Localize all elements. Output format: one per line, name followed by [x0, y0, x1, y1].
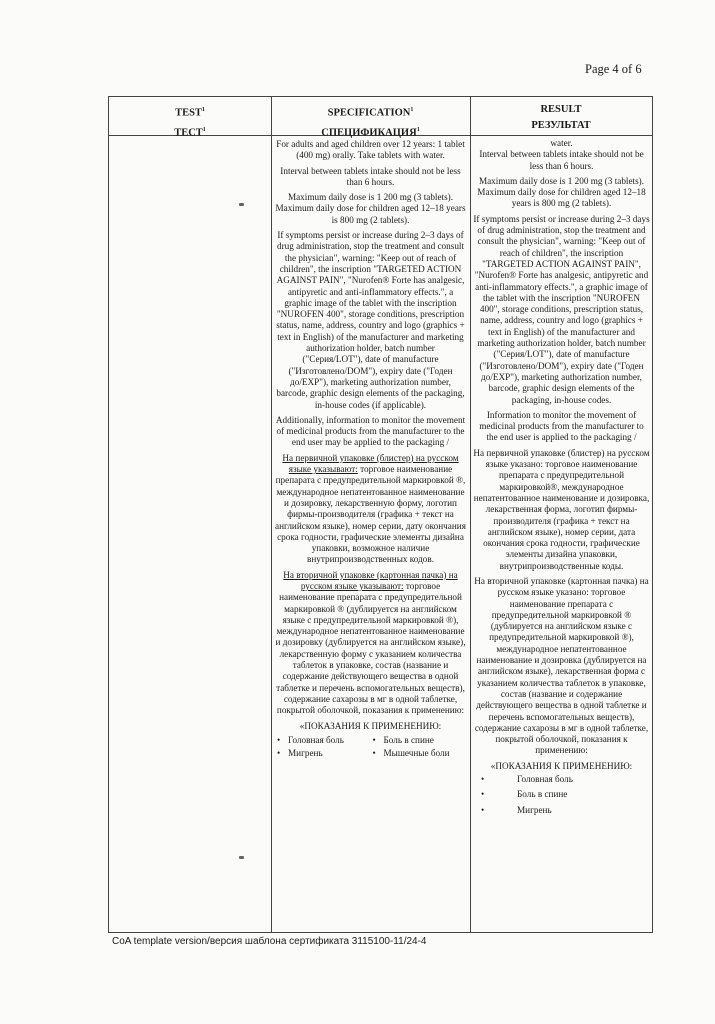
spec-paragraph: Interval between tablets intake should not be less than 6 hours.	[280, 165, 461, 187]
template-version-footer: CoA template version/версия шаблона сертификата 3115100-11/24-4	[112, 936, 427, 947]
result-paragraph: На вторичной упаковке (картонная пачка) на русском языке указано: торговое наименование препарата с предупредительной маркировкой ® (дублируется на английском языке с предупредительной маркировкой ®), международное непатентованное наименование и дозировка (дублируется на английском языке), лекарственная форма с указанием количества таблеток в упаковке, состав (название и содержание действующего вещества в одной таблетке и перечень вспомогательных веществ), содержание сахарозы в мг в одной таблетке, покрытой оболочкой, показания к применению:	[474, 575, 649, 756]
header-test: TEST$^1$ ТЕСТ$^1$	[174, 107, 206, 138]
indications-title: «ПОКАЗАНИЯ К ПРИМЕНЕНИЮ:	[299, 720, 442, 731]
spec-paragraph: If symptoms persist or increase during 2–3 days of drug administration, stop the treatment and consult the physician", warning: "Keep out of reach of children", the inscription "TARGETED ACTION AGAINST PAIN", "Nurofen® Forte has analgesic, antipyretic and anti-inflammatory effects.", a graphic image of the tablet with the inscription "NUROFEN 400", storage conditions, prescription status, name, address, country and logo (graphics + text in English) of the manufacturer and marketing authorization holder, batch number ("Серия/LOT"), date of manufacture ("Изготовлено/DOM"), expiry date ("Годен до/EXP"), marketing authorization number, barcode, graphic design elements of the packaging, in-house codes (if applicable).	[276, 230, 465, 410]
result-cell	[473, 138, 650, 820]
list-item: • Боль в спине	[473, 789, 650, 800]
result-paragraph: water.	[550, 138, 573, 148]
spec-paragraph: На первичной упаковке (блистер) на русском языке указывают: торговое наименование препарата с предупредительной маркировкой ®, международное непатентованное наименование и дозировку, лекарственную форму, логотип фирмы-производителя (графика + текст на английском языке), номер серии, дату окончания срока годности, графические элементы дизайна упаковки, возможное наличие внутрипроизводственных кодов.	[275, 452, 466, 565]
spec-paragraph: Maximum daily dose is 1 200 mg (3 tablets). Maximum daily dose for children aged 12–18 years is 800 mg (2 tablets).	[275, 192, 466, 225]
result-paragraph: Maximum daily dose is 1 200 mg (3 tablets). Maximum daily dose for children aged 12–18 years is 800 mg (2 tablets).	[477, 175, 646, 209]
spec-paragraph: Additionally, information to monitor the movement of medicinal products from the manufacturer to the end user may be applied to the packaging /	[275, 414, 466, 448]
list-item: • Боль в спине	[371, 735, 467, 746]
result-paragraph: Information to monitor the movement of medicinal products from the manufacturer to the end user is applied to the packaging /	[479, 409, 644, 443]
list-item: • Мигрень	[473, 805, 650, 816]
column-divider	[470, 97, 471, 932]
indications-title: «ПОКАЗАНИЯ К ПРИМЕНЕНИЮ:	[490, 760, 633, 771]
header-specification: SPECIFICATION$^1$ СПЕЦИФИКАЦИЯ$^1$	[321, 107, 420, 138]
certificate-table	[108, 96, 653, 933]
indications-list	[473, 774, 650, 816]
specification-cell	[275, 139, 466, 761]
list-item: • Мигрень	[275, 748, 371, 759]
result-paragraph: If symptoms persist or increase during 2–3 days of drug administration, stop the treatment and consult the physician", warning: "Keep out of reach of children", the inscription "TARGETED ACTION AGAINST PAIN", "Nurofen® Forte has analgesic, antipyretic and anti-inflammatory effects.", a graphic image of the tablet with the inscription "NUROFEN 400", storage conditions, prescription status, name, address, country and logo (graphics + text in English) of the manufacturer and marketing authorization holder, batch number ("Серия/LOT"), date of manufacture ("Изготовлено/DOM"), expiry date ("Годен до/EXP"), marketing authorization number, barcode, graphic design elements of the packaging, in-house codes.	[473, 213, 650, 405]
indications-list	[275, 735, 466, 762]
spec-paragraph: На вторичной упаковке (картонная пачка) на русском языке указывают: торговое наименование препарата с предупредительной маркировкой ® (дублируется на английском языке с предупредительной маркировкой ®), международное непатентованное наименование и дозировку (дублируется на английском языке), лекарственную форму с указанием количества таблеток в упаковке, состав (название и содержание действующего вещества в одной таблетке и перечень вспомогательных веществ), содержание сахарозы в мг в одной таблетке, покрытой оболочкой, показания к применению:	[275, 569, 466, 716]
result-paragraph: На первичной упаковке (блистер) на русском языке указано: торговое наименование препарата с предупредительной маркировкой®, международное непатентованное наименование и дозировка, лекарственная форма, логотип фирмы-производителя (графика + текст на английском языке), номер серии, дата окончания срока годности, графические элементы дизайна упаковки, внутрипроизводственные коды.	[473, 447, 650, 571]
header-result: RESULT РЕЗУЛЬТАТ	[531, 104, 591, 131]
list-item: • Головная боль	[473, 774, 650, 785]
list-item: • Головная боль	[275, 735, 371, 746]
result-paragraph: Interval between tablets intake should not be less than 6 hours.	[479, 149, 644, 171]
list-item: • Мышечные боли	[371, 748, 467, 759]
spec-paragraph: For adults and aged children over 12 years: 1 tablet (400 mg) orally. Take tablets with water.	[276, 139, 465, 161]
page-number: Page 4 of 6	[585, 62, 642, 76]
column-divider	[271, 97, 272, 932]
